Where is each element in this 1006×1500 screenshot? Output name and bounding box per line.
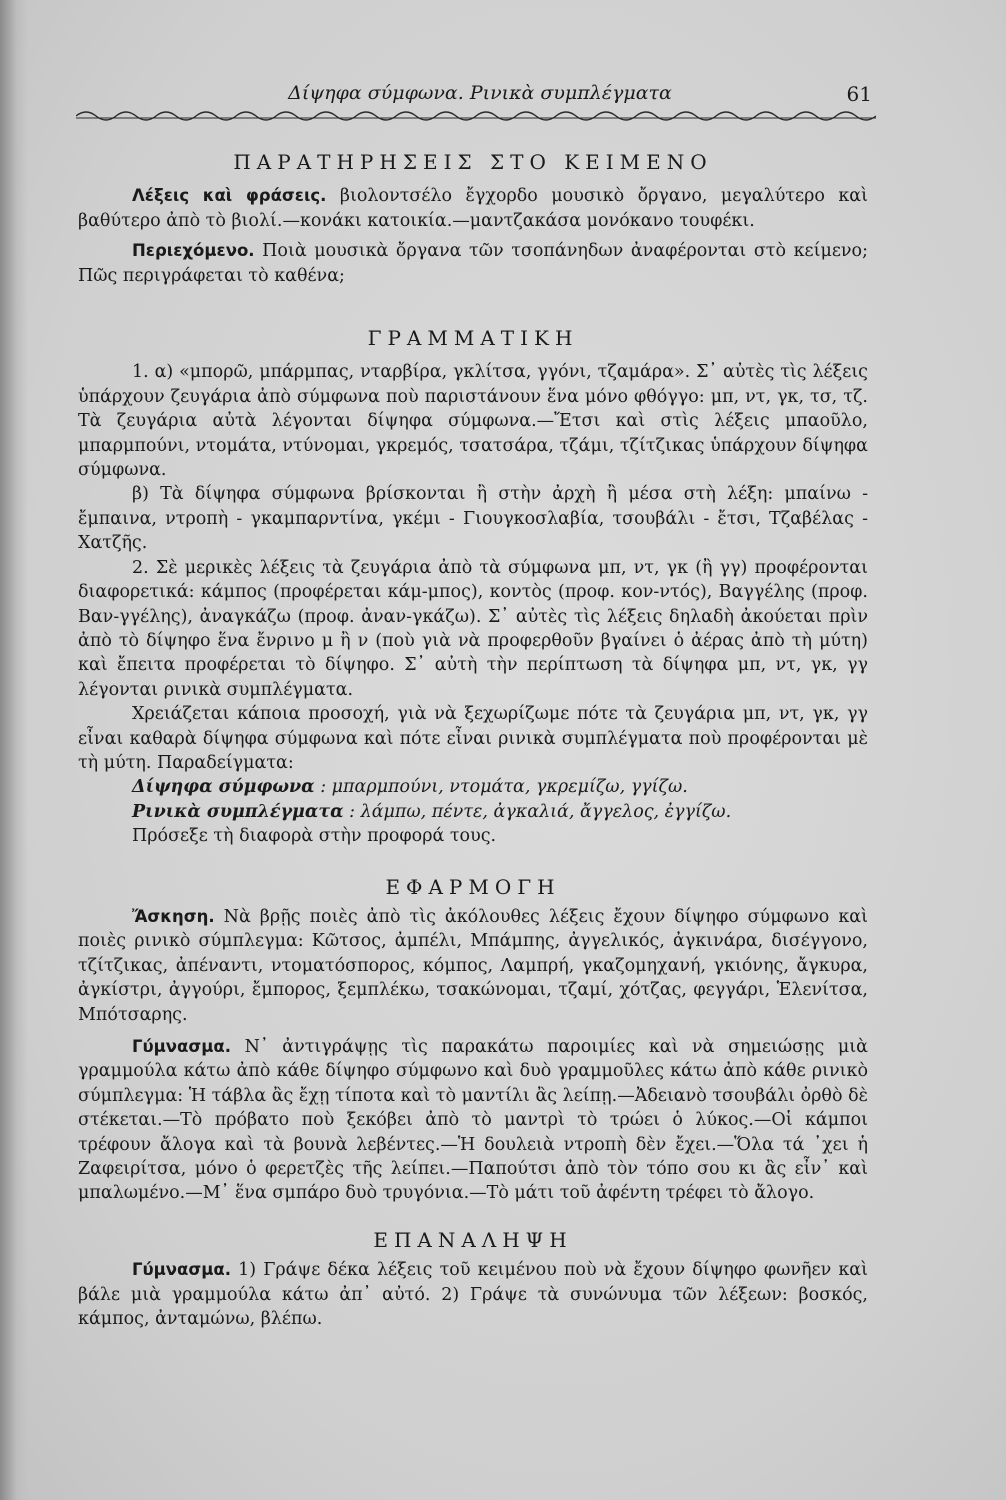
grammar-paragraph-1b: β) Τὰ δίψηφα σύμφωνα βρίσκονται ἢ στὴν ἀρχὴ ἢ μέσα στὴ λέξη: μπαίνω - ἔμπαινα, ντροπὴ - γκαμπαρντίνα, γκέμι - Γιουγκοσλαβία, τσουβάλι - ἔτσι, Τζαβέλας - Χατζῆς. [78, 484, 868, 554]
grammar-paragraph-1a [78, 360, 868, 482]
words-text: βιολοντσέλο ἔγχορδο μουσικὸ ὄργανο, μεγαλύτερο καὶ βαθύτερο ἀπὸ τὸ βιολί.—κονάκι κατοικία.—μαντζακάσα μονόκανο τουφέκι. [78, 186, 868, 231]
review-paragraph [78, 1258, 868, 1331]
content-text: Ποιὰ μουσικὰ ὄργανα τῶν τσοπάνηδων ἀναφέρονται στὸ κείμενο; Πῶς περιγράφεται τὸ καθένα; [78, 241, 868, 286]
grammar-1a-intro: 1. α) [132, 362, 174, 383]
example-digraph-text: : μπαρμπούνι, ντομάτα, γκρεμίζω, γγίζω. [320, 777, 688, 798]
example-digraph-line [78, 775, 868, 799]
grammar-title: ΓΡΑΜΜΑΤΙΚΗ [367, 326, 579, 351]
grammar-paragraph-3: Χρειάζεται κάποια προσοχή, γιὰ νὰ ξεχωρίζωμε πότε τὰ ζευγάρια μπ, ντ, γκ, γγ εἶναι καθαρὰ δίψηφα σύμφωνα καὶ πότε εἶναι ρινικὰ συμπλέγματα ποὺ προφέρονται μὲ τὴ μύτη. Παραδείγματα: [78, 704, 868, 773]
book-spine-shadow [0, 0, 28, 1500]
page-number: 61 [846, 82, 872, 106]
drill-text: Ν᾽ ἀντιγράψῃς τὶς παρακάτω παροιμίες καὶ νὰ σημειώσῃς μιὰ γραμμούλα κάτω ἀπὸ κάθε δίψηφο σύμφωνο καὶ δυὸ γραμμοῦλες κάτω ἀπὸ κάθε ρινικὸ σύμπλεγμα: Ἡ τάβλα ἂς ἔχῃ τίποτα καὶ τὸ μαντίλι ἂς λείπῃ.—Ἀδειανὸ τσουβάλι ὀρθὸ δὲ στέκεται.—Τὸ πρόβατο ποὺ ξεκόβει ἀπὸ τὸ μαντρὶ τὸ τρώει ὁ λύκος.—Οἱ κάμποι τρέφουν ἄλογα καὶ τὰ βουνὰ λεβέντες.—Ἡ δουλειὰ ντροπὴ δὲν ἔχει.—Ὅλα τά ᾽χει ἡ Ζαφειρίτσα, μόνο ὁ φερετζὲς τῆς λείπει.—Παπούτσι ἀπὸ τὸν τόπο σου κι ἂς εἶν᾽ καὶ μπαλωμένο.—Μ᾽ ἕνα σμπάρο δυὸ τρυγόνια.—Τὸ μάτι τοῦ ἀφέντη τρέφει τὸ ἄλογο. [78, 1037, 868, 1204]
grammar-paragraph-2: 2. Σὲ μερικὲς λέξεις τὰ ζευγάρια ἀπὸ τὰ σύμφωνα μπ, ντ, γκ (ἢ γγ) προφέρονται διαφορετικά: κάμπος (προφέρεται κάμ-μπος), κοντὸς (προφ. κον-ντός), Βαγγέλης (προφ. Βαν-γγέλης), ἀναγκάζω (προφ. ἀναν-γκάζω). Σ᾽ αὐτὲς τὶς λέξεις δηλαδὴ ἀκούεται πρὶν ἀπὸ τὸ δίψηφο ἕνα ἔνρινο μ ἢ ν (ποὺ γιὰ νὰ προφερθοῦν βγαίνει ὁ ἀέρας ἀπὸ τὴ μύτη) καὶ ἔπειτα προφέρεται τὸ δίψηφο. Σ᾽ αὐτὴ τὴν περίπτωση τὰ δίψηφα μπ, ντ, γκ, γγ λέγονται ρινικὰ συμπλέγματα. [78, 557, 868, 700]
drill-paragraph [78, 1035, 868, 1206]
exercise-text: Νὰ βρῇς ποιὲς ἀπὸ τὶς ἀκόλουθες λέξεις ἔχουν δίψηφο σύμφωνο καὶ ποιὲς ρινικὸ σύμπλεγμα: Κῶτσος, ἀμπέλι, Μπάμπης, ἀγγελικός, ἀγκινάρα, δισέγγονο, τζίτζικας, ἀπέναντι, ντοματόσπορος, κόμπος, Λαμπρή, γκαζομηχανή, γκιόνης, ἄγκυρα, ἀγκίστρι, ἀγγούρι, ἔμπορος, ξεμπλέκω, τσακώνομαι, τζαμί, χότζας, φεγγάρι, Ἑλενίτσα, Μπότσαρης. [78, 906, 868, 1025]
wavy-header-rule [76, 106, 876, 122]
page-content [78, 150, 868, 1331]
example-nasal-text: : λάμπω, πέντε, ἀγκαλιά, ἄγγελος, ἐγγίζω. [349, 801, 732, 822]
application-title: ΕΦΑΡΜΟΓΗ [385, 874, 561, 899]
observations-title: ΠΑΡΑΤΗΡΗΣΕΙΣ ΣΤΟ ΚΕΙΜΕΝΟ [233, 150, 713, 174]
review-title: ΕΠΑΝΑΛΗΨΗ [373, 1227, 573, 1252]
content-paragraph [78, 239, 868, 288]
example-digraph-label: Δίψηφα σύμφωνα [132, 777, 315, 798]
words-label: Λέξεις καὶ φράσεις. [132, 186, 327, 206]
exercise-label: Ἄσκηση. [132, 906, 215, 926]
grammar-note: Πρόσεξε τὴ διαφορὰ στὴν προφορά τους. [132, 826, 497, 847]
example-nasal-line [78, 800, 868, 824]
exercise-paragraph [78, 905, 868, 1027]
example-nasal-label: Ρινικὰ συμπλέγματα [132, 801, 344, 822]
drill-label: Γύμνασμα. [132, 1037, 231, 1056]
review-drill-text: 1) Γράψε δέκα λέξεις τοῦ κειμένου ποὺ νὰ ἔχουν δίψηφο φωνῆεν καὶ βάλε μιὰ γραμμούλα κάτω ἀπ᾽ αὐτό. 2) Γράψε τὰ συνώνυμα τῶν λέξεων: βοσκός, κάμπος, ἀνταμώνω, βλέπω. [78, 1260, 868, 1330]
grammar-1a-text: «μπορῶ, μπάρμπας, νταρβίρα, γκλίτσα, γγόνι, τζαμάρα». Σ᾽ αὐτὲς τὶς λέξεις ὑπάρχουν ζευγάρια ἀπὸ σύμφωνα ποὺ παριστάνουν ἕνα μόνο φθόγγο: μπ, ντ, γκ, τσ, τζ. Τὰ ζευγάρια αὐτὰ λέγονται δίψηφα σύμφωνα.—Ἔτσι καὶ στὶς λέξεις μπαοῦλο, μπαρμπούνι, ντομάτα, ντύνομαι, γκρεμός, τσατσάρα, τζάμι, τζίτζικας ὑπάρχουν δίψηφα σύμφωνα. [78, 362, 868, 481]
words-paragraph [78, 184, 868, 233]
running-title: Δίψηφα σύμφωνα. Ρινικὰ συμπλέγματα [288, 82, 672, 104]
review-drill-label: Γύμνασμα. [132, 1260, 231, 1280]
content-label: Περιεχόμενο. [132, 241, 255, 261]
